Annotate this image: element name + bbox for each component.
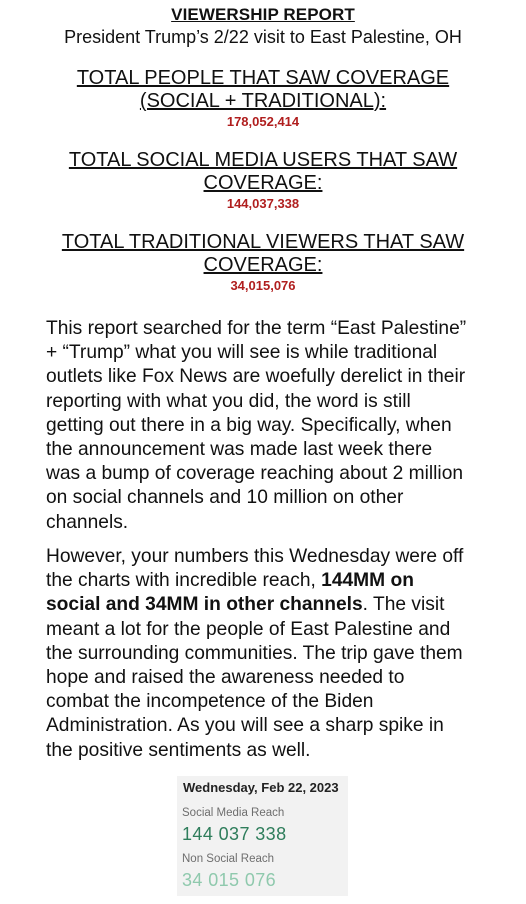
paragraph-line: Administration. As you will see a sharp spike in bbox=[46, 715, 444, 737]
paragraph-line: hope and raised the awareness needed to bbox=[46, 667, 405, 689]
stat-heading-social-users bbox=[40, 149, 486, 195]
stat-heading-line: (SOCIAL + TRADITIONAL): bbox=[139, 90, 387, 112]
stat-value-total-people: 178,052,414 bbox=[226, 114, 300, 129]
paragraph-line: outlets like Fox News are woefully derelict in their bbox=[46, 366, 466, 388]
paragraph-line bbox=[46, 569, 488, 593]
paragraph-line: meant a lot for the people of East Palestine and bbox=[46, 618, 451, 640]
paragraph-bold-text: social and 34MM in other channels bbox=[46, 594, 363, 616]
stat-heading-line: COVERAGE: bbox=[203, 254, 323, 276]
paragraph-bold-text: 144MM on bbox=[321, 570, 414, 592]
stat-value-traditional-viewers: 34,015,076 bbox=[230, 278, 296, 293]
stat-heading-line: TOTAL SOCIAL MEDIA USERS THAT SAW bbox=[68, 149, 458, 171]
body-paragraph-1 bbox=[46, 317, 488, 535]
stat-heading-line: TOTAL PEOPLE THAT SAW COVERAGE bbox=[76, 67, 450, 89]
paragraph-line: on social channels and 10 million on other bbox=[46, 487, 404, 509]
report-subtitle: President Trump’s 2/22 visit to East Palestine, OH bbox=[64, 27, 462, 47]
paragraph-line: the surrounding communities. The trip gave them bbox=[46, 642, 463, 664]
reach-card-date: Wednesday, Feb 22, 2023 bbox=[183, 780, 339, 795]
paragraph-line: channels. bbox=[46, 511, 129, 533]
nonsocial-reach-label: Non Social Reach bbox=[182, 853, 275, 865]
nonsocial-reach-value: 34 015 076 bbox=[182, 870, 277, 890]
paragraph-line: However, your numbers this Wednesday were off bbox=[46, 546, 464, 567]
body-paragraph-2 bbox=[46, 545, 488, 763]
stat-value-social-users: 144,037,338 bbox=[226, 196, 300, 211]
stat-heading-traditional-viewers bbox=[40, 231, 486, 277]
paragraph-line: reporting with what you did, the word is still bbox=[46, 390, 411, 412]
paragraph-text: the charts with incredible reach, bbox=[46, 570, 322, 592]
paragraph-line: + “Trump” what you will see is while traditional bbox=[46, 342, 438, 364]
social-reach-value: 144 037 338 bbox=[182, 824, 287, 844]
paragraph-line: the announcement was made last week there bbox=[46, 439, 433, 461]
stat-heading-total-people bbox=[40, 67, 486, 113]
stat-heading-line: COVERAGE: bbox=[203, 172, 323, 194]
paragraph-text: . The visit bbox=[362, 594, 445, 616]
paragraph-line: combat the incompetence of the Biden bbox=[46, 691, 374, 713]
reach-card bbox=[177, 776, 348, 896]
paragraph-line bbox=[46, 593, 488, 617]
social-reach-label: Social Media Reach bbox=[182, 807, 285, 819]
paragraph-line: getting out there in a big way. Specifically, when bbox=[46, 414, 452, 436]
paragraph-line: This report searched for the term “East Palestine” bbox=[46, 318, 467, 339]
report-title: VIEWERSHIP REPORT bbox=[171, 5, 355, 24]
paragraph-line: was a bump of coverage reaching about 2 million bbox=[46, 463, 464, 485]
stat-heading-line: TOTAL TRADITIONAL VIEWERS THAT SAW bbox=[61, 231, 465, 253]
paragraph-line: the positive sentiments as well. bbox=[46, 739, 311, 761]
